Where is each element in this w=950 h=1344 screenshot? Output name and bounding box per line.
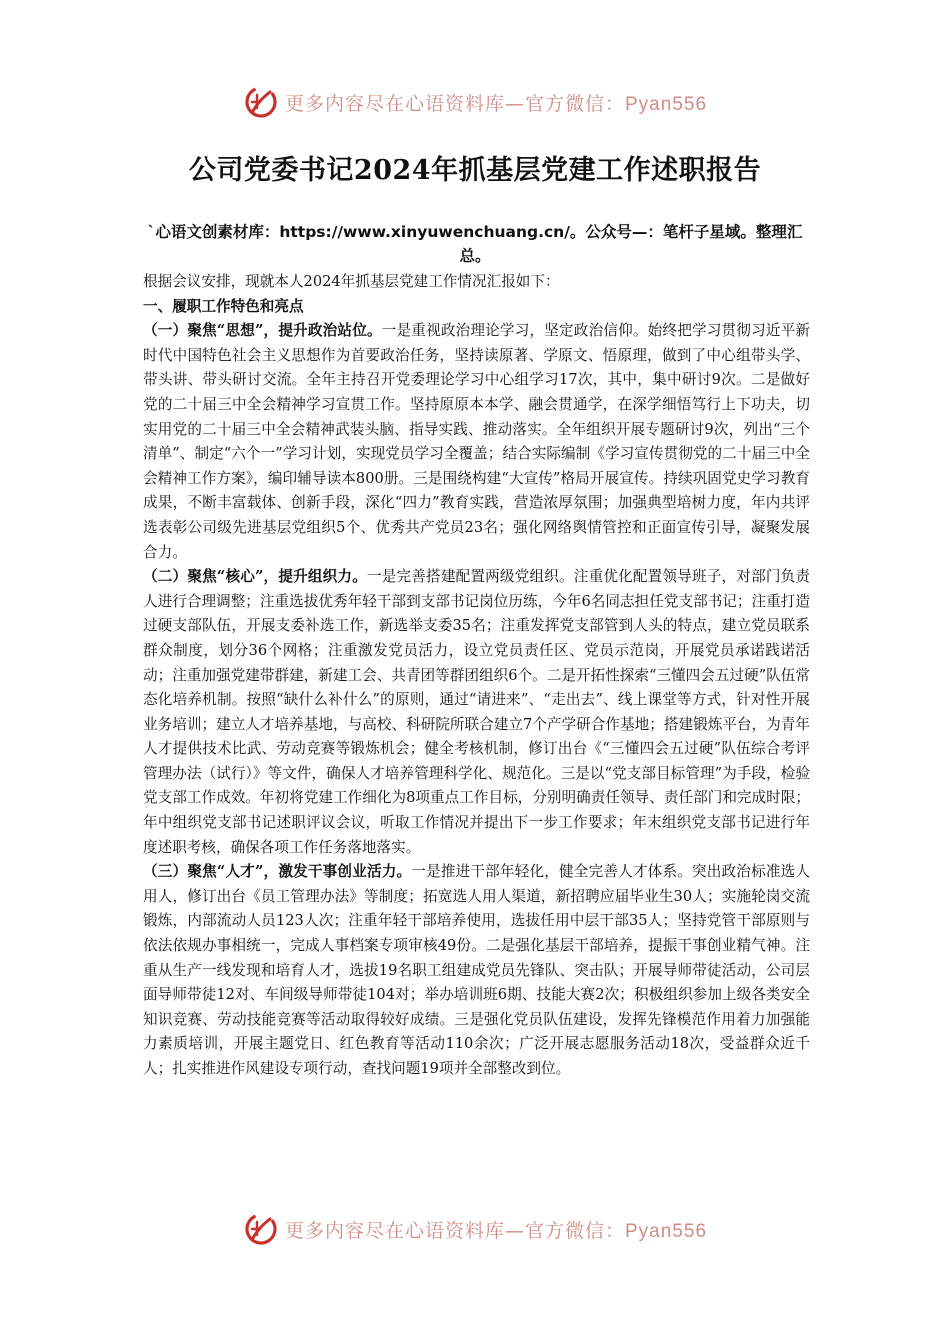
header-watermark-banner — [0, 82, 950, 122]
body-paragraph-1 — [143, 319, 810, 565]
document-title: 公司党委书记2024年抓基层党建工作述职报告 — [188, 155, 762, 186]
footer-watermark-banner — [0, 1209, 950, 1249]
paragraph-text: 一是完善搭建配置两级党组织。注重优化配置领导班子，对部门负责人进行合理调整；注重选拔优秀年轻干部到支部书记岗位历练，今年6名同志担任党支部书记；注重打造过硬支部队伍，开展支委补选工作，新选举支委35名；注重发挥党支部管到人头的特点，建立党员联系群众制度，划分36个网格；注重激发党员活力，设立党员责任区、党员示范岗，开展党员承诺践诺活动；注重加强党建带群建，新建工会、共青团等群团组织6个。二是开拓性探索“三懂四会五过硬”队伍常态化培养机制。按照“缺什么补什么”的原则，通过“请进来”、“走出去”、线上课堂等方式，针对性开展业务培训；建立人才培养基地，与高校、科研院所联合建立7个产学研合作基地；搭建锻炼平台，为青年人才提供技术比武、劳动竞赛等锻炼机会；健全考核机制，修订出台《“三懂四会五过硬”队伍综合考评管理办法（试行）》等文件，确保人才培养管理科学化、规范化。三是以“党支部目标管理”为手段，检验党支部工作成效。年初将党建工作细化为8项重点工作目标，分别明确责任领导、责任部门和完成时限；年中组织党支部书记述职评议会议，听取工作情况并提出下一步工作要求；年末组织党支部书记进行年度述职考核，确保各项工作任务落地落实。 — [143, 568, 810, 856]
banner-text: 更多内容尽在心语资料库—官方微信：Pyan556 — [284, 1219, 708, 1242]
banner-wechat-id: Pyan556 — [625, 1220, 708, 1242]
body-paragraph-2 — [143, 565, 810, 860]
paragraph-lead: （二）聚焦“核心”，提升组织力。 — [143, 568, 367, 586]
intro-paragraph: 根据会议安排，现就本人2024年抓基层党建工作情况汇报如下： — [143, 273, 560, 290]
section-heading: 一、履职工作特色和亮点 — [143, 297, 304, 315]
banner-wechat-id: Pyan556 — [625, 93, 708, 115]
paragraph-lead: （三）聚焦“人才”，激发干事创业活力。 — [143, 863, 412, 881]
brush-stroke-logo-icon — [243, 84, 279, 120]
source-line: `心语文创素材库：https://www.xinyuwenchuang.cn/。公众号—：笔杆子星域。整理汇总。 — [147, 223, 803, 265]
paragraph-text: 一是重视政治理论学习，坚定政治信仰。始终把学习贯彻习近平新时代中国特色社会主义思想作为首要政治任务，坚持读原著、学原文、悟原理，做到了中心组带头学、带头讲、带头研讨交流。全年主持召开党委理论学习中心组学习17次，其中，集中研讨9次。二是做好党的二十届三中全会精神学习宣贯工作。坚持原原本本学、融会贯通学，在深学细悟笃行上下功夫，切实用党的二十届三中全会精神武装头脑、指导实践、推动落实。全年组织开展专题研讨9次，列出“三个清单”、制定“六个一”学习计划，实现党员学习全覆盖；结合实际编制《学习宣传贯彻党的二十届三中全会精神工作方案》，编印辅导读本800册。三是围绕构建“大宣传”格局开展宣传。持续巩固党史学习教育成果，不断丰富载体、创新手段，深化“四力”教育实践，营造浓厚氛围；加强典型培树力度，年内共评选表彰公司级先进基层党组织5个、优秀共产党员23名；强化网络舆情管控和正面宣传引导，凝聚发展合力。 — [143, 322, 810, 561]
brush-stroke-logo-icon — [243, 1211, 279, 1247]
paragraph-text: 一是推进干部年轻化，健全完善人才体系。突出政治标准选人用人，修订出台《员工管理办法》等制度；拓宽选人用人渠道，新招聘应届毕业生30人；实施轮岗交流锻炼，内部流动人员123人次；注重年轻干部培养使用，选拔任用中层干部35人；坚持党管干部原则与依法依规办事相统一，完成人事档案专项审核49份。二是强化基层干部培养，提振干事创业精气神。注重从生产一线发现和培育人才，选拔19名职工组建成党员先锋队、突击队；开展导师带徒活动，公司层面导师带徒12对、车间级导师带徒104对；举办培训班6期、技能大赛2次；积极组织参加上级各类安全知识竞赛、劳动技能竞赛等活动取得较好成绩。三是强化党员队伍建设，发挥先锋模范作用着力加强能力素质培训，开展主题党日、红色教育等活动110余次；广泛开展志愿服务活动18次，受益群众近千人；扎实推进作风建设专项行动，查找问题19项并全部整改到位。 — [143, 863, 810, 1077]
banner-text: 更多内容尽在心语资料库—官方微信：Pyan556 — [284, 92, 708, 115]
document-body — [143, 270, 810, 1082]
paragraph-lead: （一）聚焦“思想”，提升政治站位。 — [143, 322, 382, 340]
body-paragraph-3 — [143, 860, 810, 1081]
